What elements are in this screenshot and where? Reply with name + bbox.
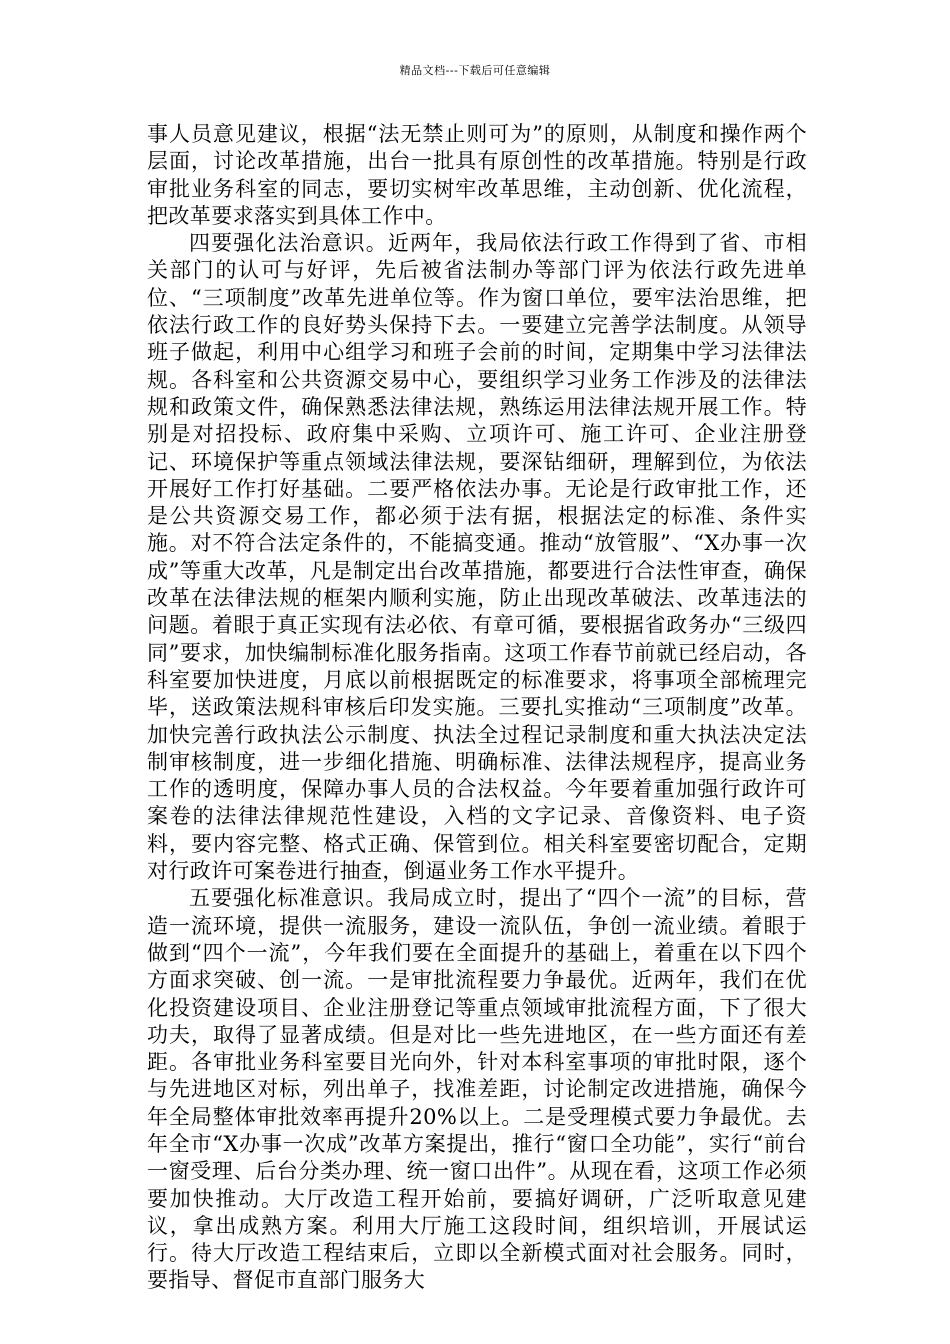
page-header: 精品文档---下载后可任意编辑 [399,64,551,77]
paragraph-rule-of-law: 四要强化法治意识。近两年，我局依法行政工作得到了省、市相关部门的认可与好评，先后被省法制办等部门评为依法行政先进单位、“三项制度”改革先进单位等。作为窗口单位，要牢法治思维，把依法行政工作的良好势头保持下去。一要建立完善学法制度。从领导班子做起，利用中心组学习和班子会前的时间，定期集中学习法律法规。各科室和公共资源交易中心，要组织学习业务工作涉及的法律法规和政策文件，确保熟悉法律法规，熟练运用法律法规开展工作。特别是对招投标、政府集中采购、立项许可、施工许可、企业注册登记、环境保护等重点领域法律法规，要深钻细研，理解到位，为依法开展好工作打好基础。二要严格依法办事。无论是行政审批工作，还是公共资源交易工作，都必须于法有据，根据法定的标准、条件实施。对不符合法定条件的，不能搞变通。推动“放管服”、“X办事一次成”等重大改革，凡是制定出台改革措施，都要进行合法性审查，确保改革在法律法规的框架内顺利实施，防止出现改革破法、改革违法的问题。着眼于真正实现有法必依、有章可循，要根据省政务办“三级四同”要求，加快编制标准化服务指南。这项工作春节前就已经启动，各科室要加快进度，月底以前根据既定的标准要求，将事项全部梳理完毕，送政策法规科审核后印发实施。三要扎实推动“三项制度”改革。加快完善行政执法公示制度、执法全过程记录制度和重大执法决定法制审核制度，进一步细化措施、明确标准、法律法规程序，提高业务工作的透明度，保障办事人员的合法权益。今年要着重加强行政许可案卷的法律法律规范性建设，入档的文字记录、音像资料、电子资料，要内容完整、格式正确、保管到位。相关科室要密切配合，定期对行政许可案卷进行抽查，倒逼业务工作水平提升。 [147,231,807,884]
document-body [147,121,807,1295]
paragraph-continuation: 事人员意见建议，根据“法无禁止则可为”的原则，从制度和操作两个层面，讨论改革措施，出台一批具有原创性的改革措施。特别是行政审批业务科室的同志，要切实树牢改革思维，主动创新、优化流程，把改革要求落实到具体工作中。 [147,122,807,228]
paragraph-standards: 五要强化标准意识。我局成立时，提出了“四个一流”的目标，营造一流环境，提供一流服务，建设一流队伍，争创一流业绩。着眼于做到“四个一流”，今年我们要在全面提升的基础上，着重在以下四个方面求突破、创一流。一是审批流程要力争最优。近两年，我们在优化投资建设项目、企业注册登记等重点领域审批流程方面，下了很大功夫，取得了显著成绩。但是对比一些先进地区，在一些方面还有差距。各审批业务科室要目光向外，针对本科室事项的审批时限，逐个与先进地区对标，列出单子，找准差距，讨论制定改进措施，确保今年全局整体审批效率再提升20%以上。二是受理模式要力争最优。去年全市“X办事一次成”改革方案提出，推行“窗口全功能”，实行“前台一窗受理、后台分类办理、统一窗口出件”。从现在看，这项工作必须要加快推动。大厅改造工程开始前，要搞好调研，广泛听取意见建议，拿出成熟方案。利用大厅施工这段时间，组织培训，开展试运行。待大厅改造工程结束后，立即以全新模式面对社会服务。同时，要指导、督促市直部门服务大 [147,886,807,1293]
